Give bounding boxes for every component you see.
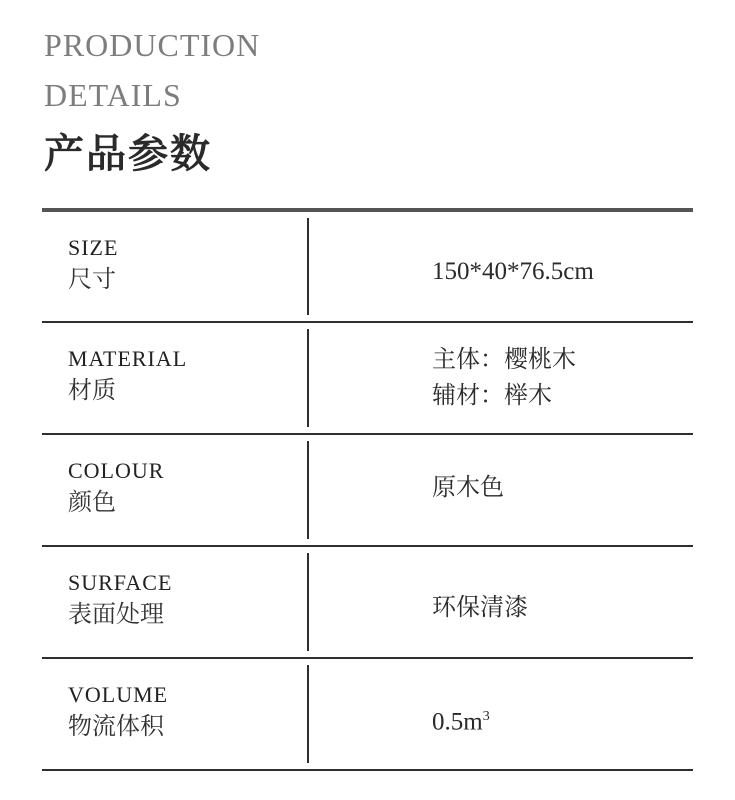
spec-label-english: MATERIAL bbox=[68, 346, 188, 371]
heading-english bbox=[44, 27, 261, 113]
column-divider bbox=[307, 441, 309, 539]
spec-label-chinese: 表面处理 bbox=[68, 600, 164, 628]
spec-label-chinese: 物流体积 bbox=[68, 712, 164, 740]
column-divider bbox=[307, 218, 309, 315]
spec-label-english: COLOUR bbox=[68, 458, 165, 483]
page-heading bbox=[44, 27, 261, 177]
spec-row-size bbox=[42, 212, 693, 323]
spec-table bbox=[42, 212, 693, 771]
spec-value bbox=[432, 341, 576, 413]
volume-number: 0.5m bbox=[432, 708, 483, 736]
spec-label-english: VOLUME bbox=[68, 682, 169, 707]
spec-label-chinese: 颜色 bbox=[68, 488, 116, 516]
spec-value bbox=[432, 254, 594, 290]
spec-value bbox=[432, 589, 528, 625]
spec-label bbox=[68, 569, 172, 631]
spec-value-line: 辅材：榉木 bbox=[432, 381, 552, 409]
column-divider bbox=[307, 665, 309, 763]
spec-label bbox=[68, 234, 118, 296]
spec-label-chinese: 材质 bbox=[68, 376, 116, 404]
spec-row-colour bbox=[42, 435, 693, 547]
spec-label-english: SIZE bbox=[68, 235, 119, 260]
spec-row-surface bbox=[42, 547, 693, 659]
spec-value-line: 原木色 bbox=[432, 473, 504, 501]
spec-row-material bbox=[42, 323, 693, 435]
heading-english-line-1: PRODUCTION bbox=[44, 27, 261, 63]
spec-label bbox=[68, 457, 164, 519]
spec-value bbox=[432, 699, 490, 740]
spec-value-line: 环保清漆 bbox=[432, 593, 528, 621]
spec-label bbox=[68, 345, 187, 407]
column-divider bbox=[307, 329, 309, 427]
spec-value-line: 150*40*76.5cm bbox=[432, 258, 594, 285]
spec-label-chinese: 尺寸 bbox=[68, 265, 116, 293]
column-divider bbox=[307, 553, 309, 651]
volume-exponent: 3 bbox=[482, 709, 490, 724]
spec-label-english: SURFACE bbox=[68, 570, 173, 595]
spec-value-line bbox=[432, 699, 490, 740]
spec-row-volume bbox=[42, 659, 693, 771]
spec-label bbox=[68, 681, 168, 743]
heading-english-line-2: DETAILS bbox=[44, 77, 182, 113]
spec-value-line: 主体：樱桃木 bbox=[432, 345, 576, 373]
spec-value bbox=[432, 469, 504, 505]
heading-chinese: 产品参数 bbox=[44, 131, 212, 177]
